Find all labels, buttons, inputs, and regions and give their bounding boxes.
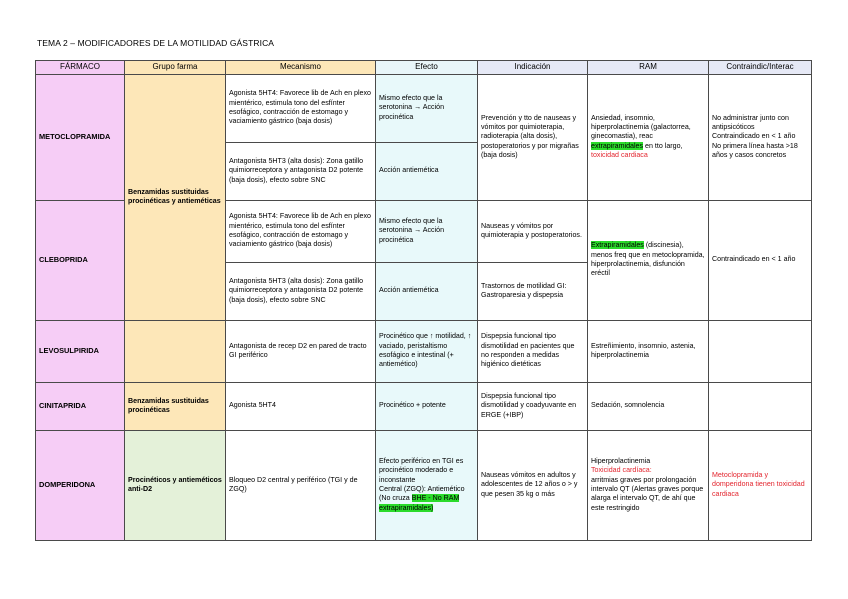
indication-cell: Dispepsia funcional tipo dismotilidad y coadyuvante en ERGE (+IBP) <box>478 382 588 430</box>
effect-text: Efecto periférico en TGI es procinético moderado e inconstante Central (ZGQ): Antiemético (No cruza <box>379 456 465 503</box>
table-row <box>36 320 812 382</box>
mechanism-cell: Bloqueo D2 central y periférico (TGI y de ZGQ) <box>226 430 376 540</box>
mechanism-cell: Agonista 5HT4: Favorece lib de Ach en plexo mientérico, estimula tono del esfínter esofágico, contracción de estomago y vaciamiento gástrico (baja dosis) <box>226 200 376 262</box>
header-indicacion: Indicación <box>478 61 588 75</box>
table-header-row <box>36 61 812 75</box>
ram-text: (discinesia), menos freq que en metoclopramida, hiperprolactinemia, disfunción eréctil <box>591 241 705 278</box>
ram-cell <box>588 430 709 540</box>
indication-cell: Nauseas y vómitos por quimioterapia y postoperatorios. <box>478 200 588 262</box>
ram-text: Hiperprolactinemia <box>591 456 651 465</box>
mechanism-cell: Antagonista de recep D2 en pared de tracto GI periférico <box>226 320 376 382</box>
ram-warning: toxicidad cardiaca <box>591 151 648 160</box>
header-ram: RAM <box>588 61 709 75</box>
table-row <box>36 430 812 540</box>
ram-text: en tto largo, <box>643 141 683 150</box>
ram-cell <box>588 74 709 200</box>
header-efecto: Efecto <box>376 61 478 75</box>
indication-cell: Dispepsia funcional tipo dismotilidad en pacientes que no responden a medidas higiénico dietéticas <box>478 320 588 382</box>
effect-cell <box>376 430 478 540</box>
effect-cell: Mismo efecto que la serotonina → Acción procinética <box>376 74 478 142</box>
ram-cell <box>588 200 709 320</box>
mechanism-cell: Agonista 5HT4: Favorece lib de Ach en plexo mientérico, estimula tono del esfínter esofágico, contracción de estomago y vaciamiento gástrico (baja dosis) <box>226 74 376 142</box>
ram-warning: Toxicidad cardíaca: <box>591 466 652 475</box>
group-benzamidas: Benzamidas sustituidas procinéticas y antieméticas <box>125 74 226 320</box>
drug-levosulpirida: LEVOSULPIRIDA <box>36 320 125 382</box>
mechanism-cell: Antagonista 5HT3 (alta dosis): Zona gatillo quimiorreceptora y antagonista D2 potente (baja dosis), efecto sobre SNC <box>226 142 376 200</box>
drug-cinitaprida: CINITAPRIDA <box>36 382 125 430</box>
indication-cell: Prevención y tto de nauseas y vómitos por quimioterapia, radioterapia (alta dosis), postoperatorios y por migrañas (baja dosis) <box>478 74 588 200</box>
ram-cell: Estreñimiento, insomnio, astenia, hiperprolactinemia <box>588 320 709 382</box>
effect-cell: Mismo efecto que la serotonina → Acción procinética <box>376 200 478 262</box>
contraindication-cell <box>709 320 812 382</box>
effect-cell: Procinético que ↑ motilidad, ↑ vaciado, peristaltismo esofágico e intestinal (+ antiemético) <box>376 320 478 382</box>
header-contraindic: Contraindic/Interac <box>709 61 812 75</box>
effect-cell: Acción antiemética <box>376 262 478 320</box>
drug-cleboprida: CLEBOPRIDA <box>36 200 125 320</box>
drug-table <box>35 60 812 541</box>
ram-highlight: extrapiramidales <box>591 141 644 150</box>
table-row <box>36 382 812 430</box>
effect-cell: Acción antiemética <box>376 142 478 200</box>
contraindication-cell <box>709 382 812 430</box>
ram-cell: Sedación, somnolencia <box>588 382 709 430</box>
header-grupo: Grupo farma <box>125 61 226 75</box>
contraindication-cell: Contraindicado en < 1 año <box>709 200 812 320</box>
indication-cell: Trastornos de motilidad GI: Gastroparesia y dispepsia <box>478 262 588 320</box>
group-procineticos-antid2: Procinéticos y antieméticos anti-D2 <box>125 430 226 540</box>
effect-cell: Procinético + potente <box>376 382 478 430</box>
page-title: TEMA 2 – MODIFICADORES DE LA MOTILIDAD GÁSTRICA <box>37 38 275 48</box>
ram-text: arritmias graves por prolongación intervalo QT (Alertas graves porque alarga el intervalo QT, de ahí que este restringido <box>591 475 704 512</box>
header-farmaco: FÁRMACO <box>36 61 125 75</box>
effect-highlight: BHE ‑ No RAM extrapiramidales) <box>379 494 460 512</box>
mechanism-cell: Antagonista 5HT3 (alta dosis): Zona gatillo quimiorreceptora y antagonista D2 potente (baja dosis), efecto sobre SNC <box>226 262 376 320</box>
ram-highlight: Extrapiramidales <box>591 241 644 250</box>
indication-cell: Nauseas vómitos en adultos y adolescentes de 12 años o > y que pesen 35 kg o más <box>478 430 588 540</box>
drug-domperidona: DOMPERIDONA <box>36 430 125 540</box>
group-empty <box>125 320 226 382</box>
header-mecanismo: Mecanismo <box>226 61 376 75</box>
drug-metoclopramida: METOCLOPRAMIDA <box>36 74 125 200</box>
mechanism-cell: Agonista 5HT4 <box>226 382 376 430</box>
ram-text: Ansiedad, insomnio, hiperprolactinemia (galactorrea, ginecomastia), reac <box>591 113 691 141</box>
contraindication-cell: No administrar junto con antipsicóticos Contraindicado en < 1 año No primera línea hasta >18 años y casos concretos <box>709 74 812 200</box>
group-benzamidas-procineticas: Benzamidas sustituidas procinéticas <box>125 382 226 430</box>
table-row <box>36 74 812 142</box>
contraindication-cell: Metoclopramida y domperidona tienen toxicidad cardiaca <box>709 430 812 540</box>
